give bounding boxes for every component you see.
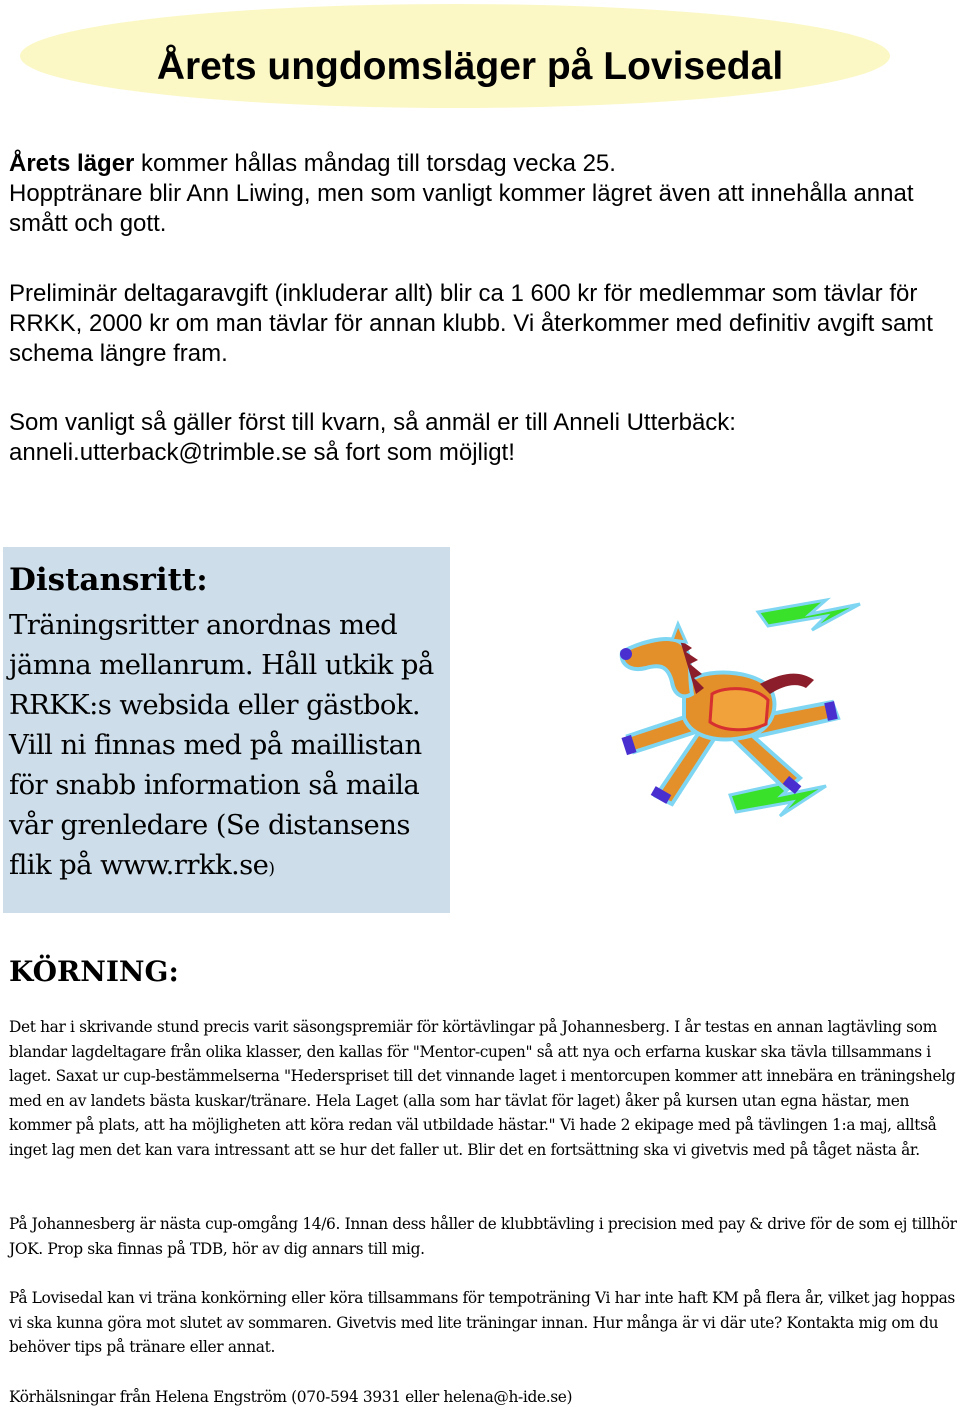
- korning-signoff: Körhälsningar från Helena Engström (070-594 3931 eller helena@h-ide.se): [9, 1388, 573, 1406]
- intro-p1-rest: kommer hållas måndag till torsdag vecka 25.: [134, 150, 616, 177]
- intro-paragraph-1: [9, 149, 949, 239]
- page-title: Årets ungdomsläger på Lovisedal: [156, 45, 784, 88]
- distansritt-text: [9, 605, 449, 889]
- intro-bold-lead: Årets läger: [9, 150, 135, 177]
- korning-paragraph-1: Det har i skrivande stund precis varit säsongspremiär för körtävlingar på Johannesberg. I år testas en annan lagtävling som blandar lagdeltagare från olika klasser, den kallas för "Mentor-cupen" så att nya och erfarna kuskar ska tävla tillsammans i laget. Saxat ur cup-bestämmelserna "Hederspriset till det vinnande laget i mentorcupen kommer att innebära en träningshelg med en av landets bästa kuskar/tränare. Hela Laget (alla som har tävlat för laget) åker på kursen utan egna hästar, men kommer på plats, att ha möjligheten att köra redan väl utbildade hästar." Vi hade 2 ekipage med på tävlingen 1:a maj, alltså inget lag men det kan vara intressant att se hur det faller ut. Blir det en fortsättning ska vi givetvis med på tåget nästa år.: [9, 1018, 956, 1159]
- intro-paragraph-2: Preliminär deltagaravgift (inkluderar allt) blir ca 1 600 kr för medlemmar som tävlar för RRKK, 2000 kr om man tävlar för annan klubb. Vi återkommer med definitiv avgift samt schema längre fram.: [9, 280, 933, 367]
- distansritt-heading: Distansritt:: [9, 562, 208, 598]
- distansritt-box: [3, 547, 450, 913]
- distansritt-close-paren: ): [268, 859, 275, 879]
- horse-illustration-icon: [600, 590, 865, 840]
- intro-paragraph-3: Som vanligt så gäller först till kvarn, så anmäl er till Anneli Utterbäck: anneli.utterback@trimble.se så fort som möjligt!: [9, 409, 736, 466]
- korning-heading: KÖRNING:: [9, 955, 179, 988]
- korning-paragraph-3: På Lovisedal kan vi träna konkörning eller köra tillsammans för tempoträning Vi har inte haft KM på flera år, vilket jag hoppas vi ska kunna göra mot slutet av sommaren. Givetvis med lite träningar innan. Hur många är vi där ute? Kontakta mig om du behöver tips på tränare eller annat.: [9, 1289, 955, 1357]
- intro-p1-line2: Hopptränare blir Ann Liwing, men som vanligt kommer lägret även att innehålla annat smått och gott.: [9, 180, 914, 237]
- korning-paragraph-2: På Johannesberg är nästa cup-omgång 14/6. Innan dess håller de klubbtävling i precision med pay & drive för de som ej tillhör JOK. Prop ska finnas på TDB, hör av dig annars till mig.: [9, 1215, 957, 1258]
- distansritt-body: Träningsritter anordnas med jämna mellanrum. Håll utkik på RRKK:s websida eller gästbok. Vill ni finnas med på maillistan för snabb information så maila vår grenledare (Se distansens flik på www.rrkk.se: [9, 609, 434, 881]
